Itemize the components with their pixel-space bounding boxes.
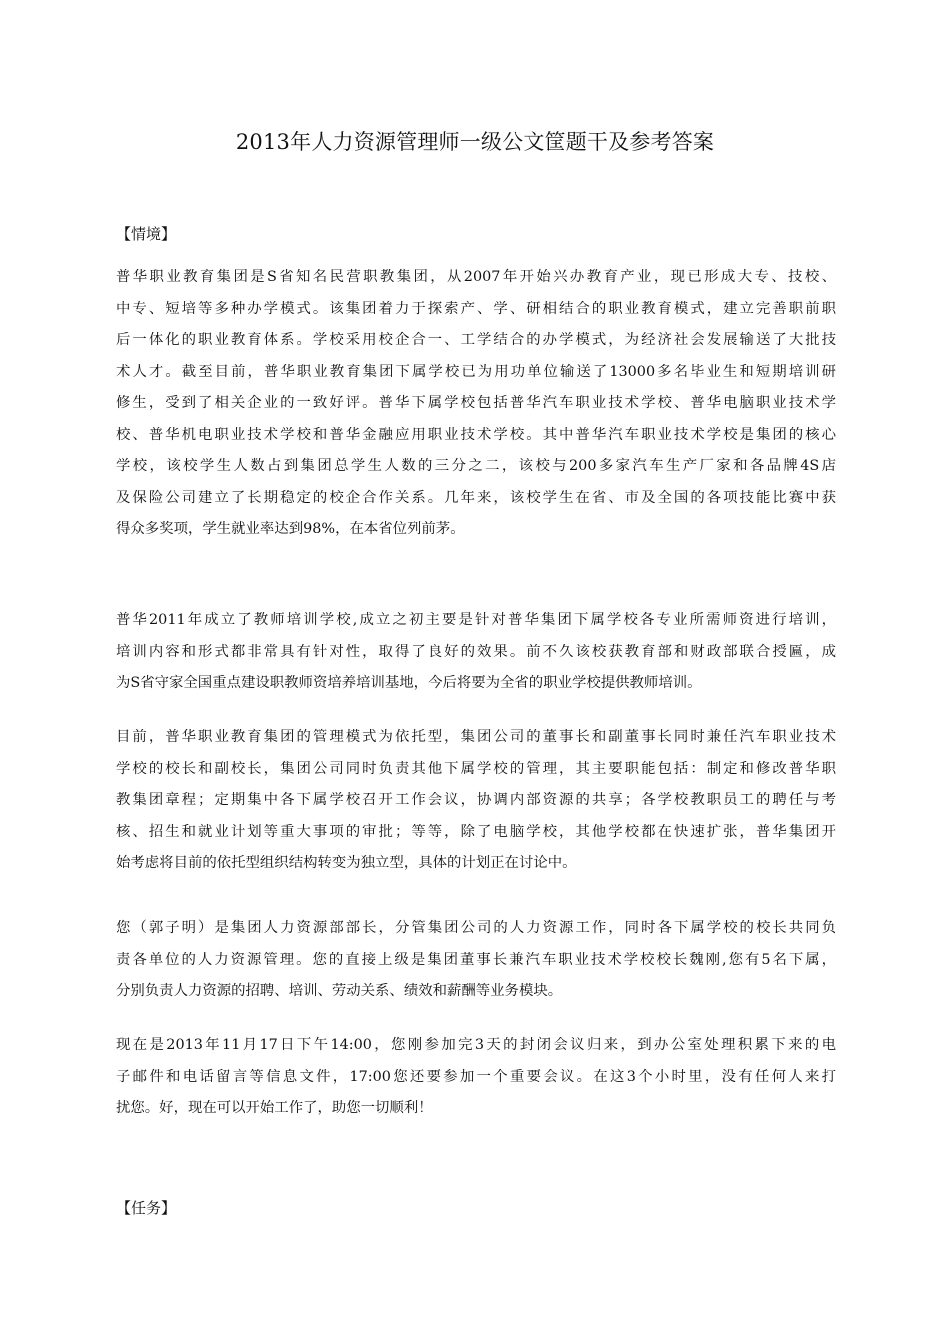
text-line: 及保险公司建立了长期稳定的校企合作关系。几年来，该校学生在省、市及全国的各项技能比赛中获 <box>116 489 836 506</box>
text-line: 子邮件和电话留言等信息文件，17:00您还要参加一个重要会议。在这3个小时里，没有任何人来打 <box>116 1068 836 1085</box>
paragraph-current-time <box>116 1030 836 1125</box>
text-line: 学校，该校学生人数占到集团总学生人数的三分之二，该校与200多家汽车生产厂家和各品牌4S店 <box>116 458 836 474</box>
text-line: 学校的校长和副校长，集团公司同时负责其他下属学校的管理，其主要职能包括：制定和修改普华职 <box>116 760 836 777</box>
text-line: 现在是2013年11月17日下午14:00，您刚参加完3天的封闭会议归来，到办公室处理积累下来的电 <box>116 1037 836 1053</box>
text-line: 扰您。好，现在可以开始工作了，助您一切顺利！ <box>116 1100 433 1116</box>
paragraph-role <box>116 913 836 1008</box>
text-line: 为S省守家全国重点建设职教师资培养培训基地，今后将要为全省的职业学校提供教师培训。 <box>116 675 702 691</box>
text-line: 校、普华机电职业技术学校和普华金融应用职业技术学校。其中普华汽车职业技术学校是集团的核心 <box>116 426 836 443</box>
document-title: 2013年人力资源管理师一级公文筐题干及参考答案 <box>235 130 715 154</box>
task-heading: 【任务】 <box>116 1199 177 1217</box>
text-line: 责各单位的人力资源管理。您的直接上级是集团董事长兼汽车职业技术学校校长魏刚,您有5名下属， <box>116 951 836 968</box>
text-line: 核、招生和就业计划等重大事项的审批；等等，除了电脑学校，其他学校都在快速扩张，普华集团开 <box>116 823 836 840</box>
paragraph-management-model <box>116 722 836 880</box>
text-line: 您（郭子明）是集团人力资源部部长，分管集团公司的人力资源工作，同时各下属学校的校长共同负 <box>116 920 836 936</box>
text-line: 术人才。截至目前，普华职业教育集团下属学校已为用功单位输送了13000多名毕业生和短期培训研 <box>116 363 836 380</box>
text-line: 分别负责人力资源的招聘、培训、劳动关系、绩效和薪酬等业务模块。 <box>116 983 563 999</box>
text-line: 后一体化的职业教育体系。学校采用校企合一、工学结合的办学模式，为经济社会发展输送了大批技 <box>116 332 836 348</box>
text-line: 教集团章程；定期集中各下属学校召开工作会议，协调内部资源的共享；各学校教职员工的聘任与考 <box>116 792 836 808</box>
paragraph-teacher-training <box>116 605 836 700</box>
text-line: 始考虑将目前的依托型组织结构转变为独立型，具体的计划正在讨论中。 <box>116 855 577 871</box>
text-line: 培训内容和形式都非常具有针对性，取得了良好的效果。前不久该校获教育部和财政部联合授匾，成 <box>116 643 836 660</box>
paragraph-group-background <box>116 262 836 546</box>
text-line: 中专、短培等多种办学模式。该集团着力于探索产、学、研相结合的职业教育模式，建立完善职前职 <box>116 300 836 317</box>
text-line: 得众多奖项，学生就业率达到98%，在本省位列前茅。 <box>116 521 465 537</box>
text-line: 修生，受到了相关企业的一致好评。普华下属学校包括普华汽车职业技术学校、普华电脑职业技术学 <box>116 395 836 411</box>
text-line: 目前，普华职业教育集团的管理模式为依托型，集团公司的董事长和副董事长同时兼任汽车职业技术 <box>116 729 836 745</box>
text-line: 普华2011年成立了教师培训学校,成立之初主要是针对普华集团下属学校各专业所需师资进行培训， <box>116 612 836 628</box>
text-line: 普华职业教育集团是S省知名民营职教集团，从2007年开始兴办教育产业，现已形成大专、技校、 <box>116 269 836 285</box>
situation-heading: 【情境】 <box>116 225 177 243</box>
